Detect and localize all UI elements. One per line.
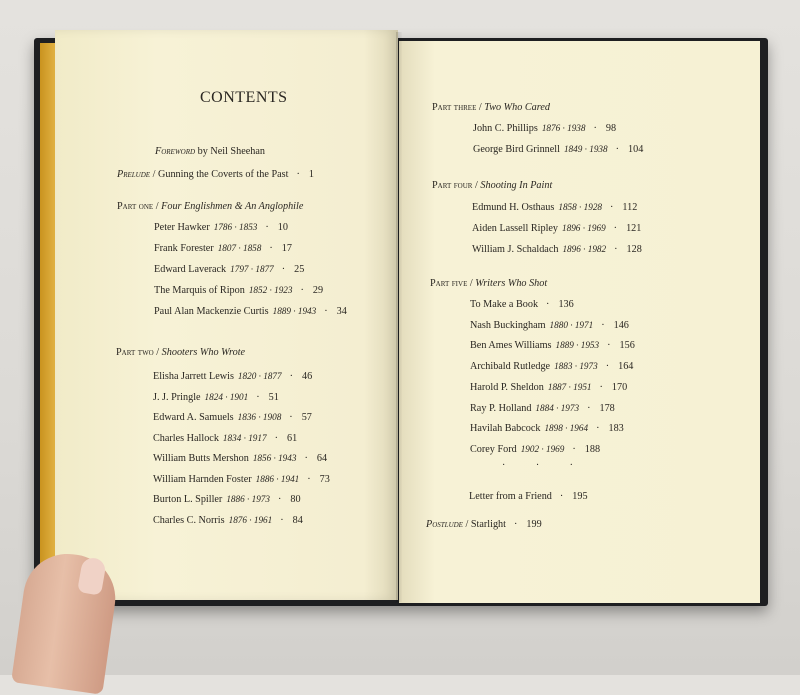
entry-years: 1849 · 1938 xyxy=(563,144,608,154)
entry-years: 1797 · 1877 xyxy=(230,264,274,274)
entry-name: Paul Alan Mackenzie Curtis xyxy=(154,306,269,317)
entry-years: 1902 · 1969 xyxy=(520,443,565,454)
part-one-sep: / xyxy=(153,201,162,212)
part-three-label: Part three xyxy=(432,102,477,113)
toc-entry xyxy=(154,285,323,296)
dot: · xyxy=(605,361,610,373)
entry-name: Edward Laverack xyxy=(154,264,227,275)
entry-name: Burton L. Spiller xyxy=(153,494,223,505)
entry-page: 80 xyxy=(290,494,301,505)
entry-page: 121 xyxy=(626,223,642,234)
entry-page: 73 xyxy=(319,473,330,485)
prelude-label: Prelude xyxy=(117,169,151,180)
entry-name: Archibald Rutledge xyxy=(470,361,551,373)
postlude-sep: / xyxy=(462,519,471,530)
toc-entry xyxy=(470,320,629,331)
postlude-page: 199 xyxy=(526,519,542,530)
part-five-label: Part five xyxy=(430,278,468,289)
part-three-title: Two Who Cared xyxy=(484,102,550,113)
entry-years: 1886 · 1973 xyxy=(226,494,270,504)
entry-years: 1858 · 1928 xyxy=(558,202,602,212)
entry-years: 1820 · 1877 xyxy=(237,371,282,381)
entry-page: 84 xyxy=(292,514,303,526)
entry-page: 98 xyxy=(605,123,617,134)
dot: · xyxy=(607,340,611,352)
toc-entry xyxy=(470,423,624,434)
entry-page: 156 xyxy=(619,340,635,352)
entry-page: 178 xyxy=(599,402,615,414)
entry-name: Nash Buckingham xyxy=(470,319,546,331)
entry-name: Aiden Lassell Ripley xyxy=(472,223,559,234)
part-two-heading xyxy=(116,347,245,358)
toc-entry xyxy=(470,403,615,414)
entry-page: 183 xyxy=(608,423,624,435)
part-four-label: Part four xyxy=(432,180,473,191)
dot: · xyxy=(559,491,564,502)
letter-line xyxy=(469,491,588,502)
entry-name: Havilah Babcock xyxy=(470,423,541,435)
dot: · xyxy=(610,202,614,213)
entry-years: 1876 · 1961 xyxy=(228,514,273,525)
entry-page: 10 xyxy=(277,222,288,233)
entry-name: Elisha Jarrett Lewis xyxy=(153,371,234,382)
toc-entry xyxy=(472,202,637,213)
toc-entry xyxy=(470,299,574,310)
dot: · xyxy=(614,244,618,255)
part-four-heading xyxy=(432,180,552,191)
toc-entry xyxy=(153,412,312,423)
entry-name: John C. Phillips xyxy=(473,123,538,134)
dot: · xyxy=(324,306,328,317)
entry-years: 1807 · 1858 xyxy=(217,243,262,253)
toc-entry xyxy=(470,361,633,372)
entry-years: 1884 · 1973 xyxy=(535,402,580,413)
toc-entry xyxy=(154,264,304,275)
part-five-heading xyxy=(430,278,547,289)
entry-page: 136 xyxy=(558,299,574,310)
part-one-label: Part one xyxy=(117,201,154,212)
dot: · xyxy=(296,169,300,180)
dot: · xyxy=(280,514,284,526)
entry-page: 112 xyxy=(622,202,638,213)
toc-entry xyxy=(153,515,303,526)
postlude-label: Postlude xyxy=(426,519,463,530)
entry-name: Corey Ford xyxy=(470,443,517,455)
toc-entry xyxy=(154,243,292,254)
entry-name: Peter Hawker xyxy=(154,222,210,233)
entry-name: Frank Forester xyxy=(154,243,214,254)
toc-entry xyxy=(470,444,600,455)
dot: · xyxy=(613,223,618,234)
part-two-label: Part two xyxy=(116,347,154,358)
entry-page: 51 xyxy=(268,391,279,403)
entry-name: William J. Schaldach xyxy=(472,244,559,255)
entry-page: 64 xyxy=(316,453,328,464)
entry-name: Edmund H. Osthaus xyxy=(472,202,555,213)
part-two-sep: / xyxy=(153,347,162,358)
part-two-title: Shooters Who Wrote xyxy=(161,347,246,358)
dot: · xyxy=(265,222,269,233)
dot: · xyxy=(601,319,605,331)
dot: · xyxy=(277,494,282,505)
entry-page: 29 xyxy=(312,285,324,296)
dot: · xyxy=(289,412,293,423)
toc-entry xyxy=(473,144,643,155)
entry-years: 1883 · 1973 xyxy=(554,361,598,372)
foreword-by: by Neil Sheehan xyxy=(195,146,265,157)
entry-years: 1889 · 1953 xyxy=(555,340,600,351)
prelude-title: Gunning the Coverts of the Past xyxy=(158,169,289,180)
entry-page: 104 xyxy=(628,144,644,155)
dot: · xyxy=(572,443,576,455)
entry-page: 170 xyxy=(611,381,628,393)
letter-page: 195 xyxy=(572,491,588,502)
entry-name: William Butts Mershon xyxy=(153,453,249,464)
entry-years: 1834 · 1917 xyxy=(222,432,267,443)
toc-entry xyxy=(153,371,312,382)
entry-years: 1887 · 1951 xyxy=(547,381,592,392)
toc-entry xyxy=(470,382,627,393)
entry-name: George Bird Grinnell xyxy=(473,144,560,155)
dot: · xyxy=(615,144,619,155)
foreword-line xyxy=(155,146,265,157)
entry-page: 61 xyxy=(286,432,298,444)
toc-entry xyxy=(473,123,616,134)
dot: · xyxy=(269,243,273,254)
toc-entry xyxy=(153,433,297,444)
dot: · xyxy=(513,519,518,530)
letter-title: Letter from a Friend xyxy=(469,491,552,502)
foreword-label: Foreword xyxy=(155,146,196,157)
entry-name: Ray P. Holland xyxy=(470,402,532,414)
entry-years: 1889 · 1943 xyxy=(272,306,317,316)
entry-page: 57 xyxy=(301,412,312,423)
entry-years: 1880 · 1971 xyxy=(549,319,594,330)
toc-entry xyxy=(153,392,279,403)
postlude-title: Starlight xyxy=(470,519,506,530)
entry-name: William Harnden Foster xyxy=(153,473,252,485)
toc-entry xyxy=(154,306,347,317)
prelude-page: 1 xyxy=(308,169,314,180)
entry-years: 1836 · 1908 xyxy=(237,412,282,422)
entry-name: Charles Hallock xyxy=(153,432,219,444)
entry-years: 1824 · 1901 xyxy=(204,391,249,402)
entry-name: J. J. Pringle xyxy=(153,391,201,403)
book-gutter xyxy=(396,32,402,602)
prelude-sep: / xyxy=(150,169,158,180)
dot: · xyxy=(256,391,260,403)
entry-years: 1856 · 1943 xyxy=(252,453,297,463)
toc-entry xyxy=(470,340,635,351)
part-five-title: Writers Who Shot xyxy=(475,278,548,289)
entry-page: 164 xyxy=(618,361,634,373)
dot: · xyxy=(593,123,597,134)
toc-entry xyxy=(472,244,642,255)
part-four-sep: / xyxy=(472,180,481,191)
entry-page: 46 xyxy=(301,371,313,382)
part-one-title: Four Englishmen & An Anglophile xyxy=(161,201,304,212)
dot: · xyxy=(307,473,311,485)
entry-years: 1896 · 1982 xyxy=(562,244,607,254)
entry-name: Edward A. Samuels xyxy=(153,412,234,423)
dot: · xyxy=(289,371,293,382)
entry-page: 17 xyxy=(281,243,292,254)
part-five-sep: / xyxy=(467,278,476,289)
entry-page: 34 xyxy=(336,306,347,317)
prelude-line xyxy=(117,169,314,180)
section-ornament: · · · xyxy=(502,460,587,471)
entry-page: 146 xyxy=(613,319,629,331)
dot: · xyxy=(274,432,278,444)
dot: · xyxy=(596,423,600,435)
contents-heading: CONTENTS xyxy=(200,89,288,106)
entry-page: 25 xyxy=(294,264,305,275)
part-one-heading xyxy=(117,201,303,212)
toc-entry xyxy=(154,222,288,233)
toc-entry xyxy=(472,223,641,234)
dot: · xyxy=(587,402,591,414)
entry-name: To Make a Book xyxy=(470,299,539,310)
dot: · xyxy=(546,299,550,310)
entry-name: Charles C. Norris xyxy=(153,514,225,526)
entry-name: Ben Ames Williams xyxy=(470,340,552,352)
dot: · xyxy=(304,453,308,464)
entry-years: 1852 · 1923 xyxy=(248,285,293,295)
toc-entry xyxy=(153,494,301,505)
part-three-sep: / xyxy=(476,102,485,113)
entry-years: 1786 · 1853 xyxy=(213,222,258,232)
postlude-line xyxy=(426,519,542,530)
toc-entry xyxy=(153,453,327,464)
dot: · xyxy=(281,264,286,275)
entry-name: Harold P. Sheldon xyxy=(470,381,544,393)
entry-name: The Marquis of Ripon xyxy=(154,285,245,296)
part-three-heading xyxy=(432,102,550,113)
entry-page: 188 xyxy=(584,443,601,455)
entry-page: 128 xyxy=(626,244,642,255)
part-four-title: Shooting In Paint xyxy=(480,180,553,191)
dot: · xyxy=(300,285,304,296)
entry-years: 1898 · 1964 xyxy=(544,423,589,434)
entry-years: 1876 · 1938 xyxy=(541,123,586,133)
toc-entry xyxy=(153,474,330,485)
dot: · xyxy=(599,381,603,393)
entry-years: 1896 · 1969 xyxy=(562,223,606,233)
entry-years: 1886 · 1941 xyxy=(255,473,300,484)
